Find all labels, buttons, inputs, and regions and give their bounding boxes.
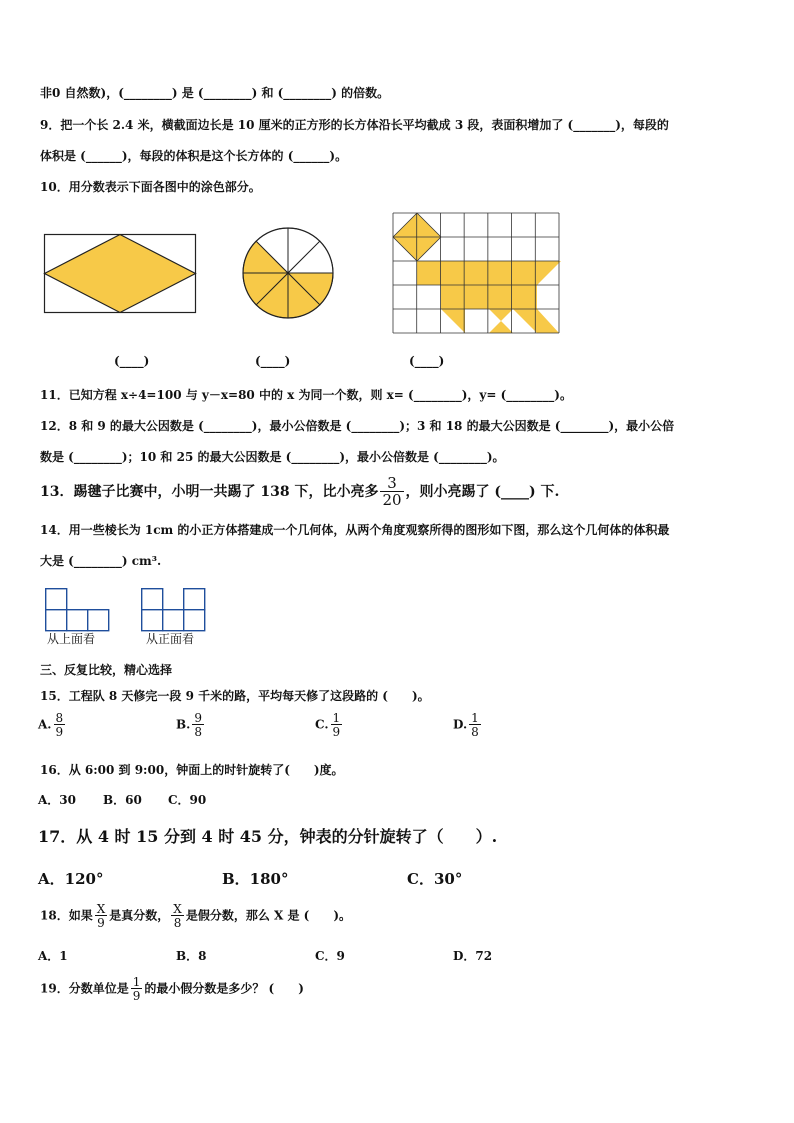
q13-fraction	[380, 476, 403, 508]
q18-fraction-1: $\frac{X}{9}$	[96, 902, 106, 930]
grid-shaded-region	[393, 213, 561, 333]
q17-option-c: C．30°	[407, 870, 463, 888]
q17-text: 17．从 4 时 15 分到 4 时 45 分，钟表的分针旋转了（ ）.	[38, 827, 498, 846]
q16-text: 16．从 6:00 到 9:00，钟面上的时针旋转了( )度。	[40, 763, 344, 777]
q17-option-b: B．180°	[222, 870, 289, 888]
q12-line2: 数是 (________)；10 和 25 的最大公因数是 (________)，最小公倍数是 (________)。	[40, 450, 505, 464]
q14-line1: 14．用一些棱长为 1cm 的小正方体搭建成一个几何体，从两个角度观察所得的图形如下图，那么这个几何体的体积最	[40, 523, 670, 537]
q19-text: 19．分数单位是 $\frac{1}{9}$ 的最小假分数是多少？ ( )	[40, 975, 304, 1003]
q18-option-c: C．9	[315, 949, 345, 963]
q12-line1: 12．8 和 9 的最大公因数是 (________)，最小公倍数是 (________)；3 和 18 的最大公因数是 (________)，最小公倍	[40, 419, 675, 433]
q9-line1: 9．把一个长 2.4 米，横截面边长是 10 厘米的正方形的长方体沿长平均截成 3 段，表面积增加了 (_______)，每段的	[40, 118, 669, 132]
q15-text: 15．工程队 8 天修完一段 9 千米的路，平均每天修了这段路的 ( )。	[40, 689, 430, 703]
q19-fraction: $\frac{1}{9}$	[132, 975, 141, 1003]
q15-option-d: D. $\frac{1}{8}$	[453, 711, 479, 739]
leg-4	[537, 309, 559, 333]
leg-3	[513, 309, 537, 333]
q18-option-b: B．8	[176, 949, 207, 963]
q13-after: ，则小亮踢了 (____) 下.	[405, 484, 560, 500]
q17-option-a: A．120°	[38, 870, 104, 888]
q13-frac-numerator: 3	[387, 474, 397, 492]
q10-blank-2: (____)	[255, 354, 291, 368]
q13-before: 13．踢毽子比赛中，小明一共踢了 138 下，比小亮多	[40, 484, 379, 500]
q18-fraction-2: $\frac{X}{8}$	[173, 902, 182, 930]
leg-1	[441, 309, 465, 333]
q14-view-front-label: 从正面看	[146, 632, 195, 646]
q13-frac-denominator: 20	[382, 491, 402, 509]
q15-option-b: B. $\frac{9}{8}$	[176, 711, 202, 739]
q10-blank-3: (____)	[409, 354, 445, 368]
q10-text: 10．用分数表示下面各图中的涂色部分。	[40, 180, 261, 194]
q14-view-top-figure	[45, 588, 111, 632]
q18-text: 18．如果 $\frac{X}{9}$ 是真分数， $\frac{X}{8}$ 是假分数，那么 X 是 ( )。	[40, 902, 352, 930]
q16-option-c: C．90	[168, 793, 207, 807]
q9-line2: 体积是 (______)，每段的体积是这个长方体的 (______)。	[40, 149, 348, 163]
line-continuation: 非0 自然数)，(________) 是 (________) 和 (________) 的倍数。	[40, 86, 390, 100]
section-3-heading: 三、反复比较，精心选择	[40, 663, 173, 677]
q15-option-c: C. $\frac{1}{9}$	[315, 711, 341, 739]
q18-option-a: A．1	[38, 949, 68, 963]
q14-line2: 大是 (________) cm³.	[40, 554, 162, 568]
q14-view-front-figure	[141, 588, 207, 632]
leg-2	[489, 309, 513, 333]
neck	[417, 261, 441, 285]
q14-view-top-label: 从上面看	[47, 632, 96, 646]
q10-figure-grid	[393, 213, 559, 335]
q10-figure-circle	[241, 226, 335, 320]
q11-text: 11．已知方程 x÷4=100 与 y－x=80 中的 x 为同一个数，则 x= (________)，y= (________)。	[40, 388, 572, 402]
q18-option-d: D．72	[453, 949, 493, 963]
q15-option-a: A. $\frac{8}{9}$	[38, 711, 64, 739]
q13-text	[40, 476, 559, 508]
q16-option-b: B．60	[103, 793, 142, 807]
q10-blank-1: (____)	[114, 354, 150, 368]
q16-option-a: A．30	[38, 793, 77, 807]
q10-figure-rhombus	[44, 234, 196, 314]
